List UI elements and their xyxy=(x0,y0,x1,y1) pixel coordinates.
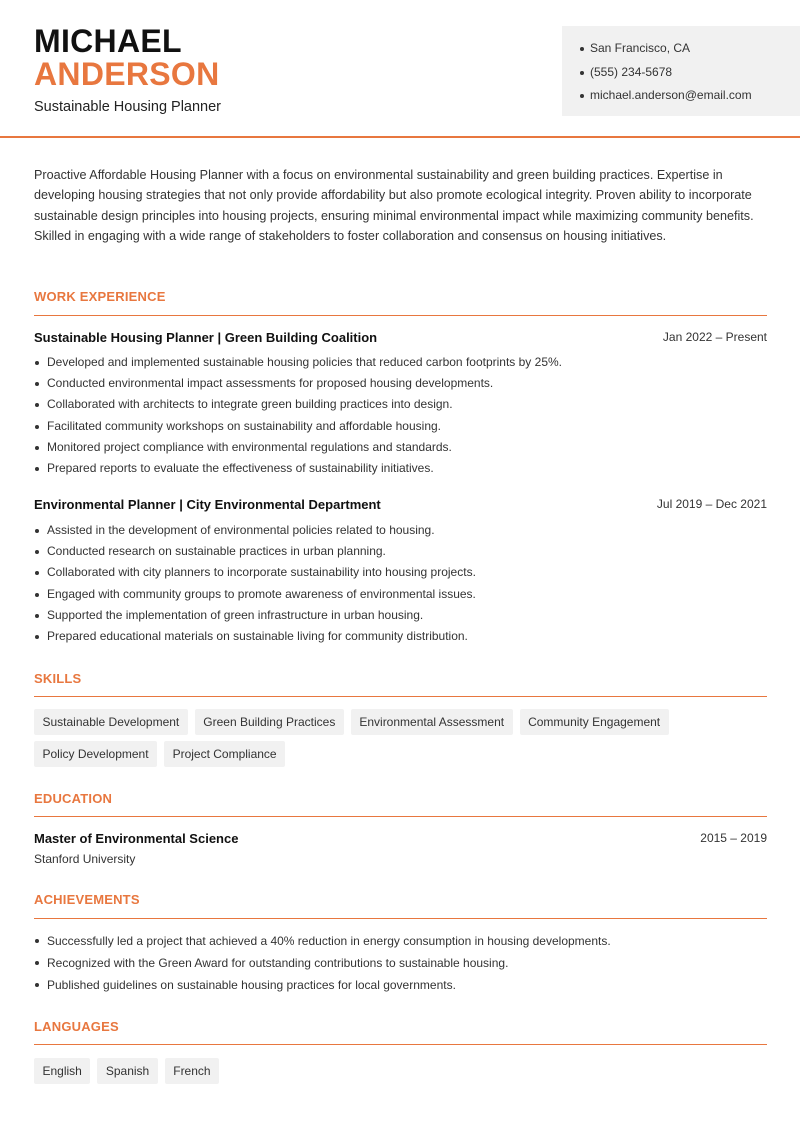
contact-email: michael.anderson@email.com xyxy=(580,84,800,108)
list-item: Published guidelines on sustainable housing practices for local governments. xyxy=(34,974,767,996)
list-item: Conducted environmental impact assessments for proposed housing developments. xyxy=(34,373,767,394)
skill-chip: Green Building Practices xyxy=(195,709,344,735)
list-item: Conducted research on sustainable practices in urban planning. xyxy=(34,541,767,562)
list-item: Prepared educational materials on sustainable living for community distribution. xyxy=(34,626,767,647)
section-divider xyxy=(34,315,767,316)
job-1-bullet-list xyxy=(34,352,767,479)
list-item: Collaborated with city planners to incorporate sustainability into housing projects. xyxy=(34,562,767,583)
job-title-headline: Sustainable Housing Planner xyxy=(34,99,222,115)
education-date: 2015 – 2019 xyxy=(700,831,767,845)
skill-chip: Community Engagement xyxy=(520,709,669,735)
section-title-achievements: ACHIEVEMENTS xyxy=(34,892,140,907)
contact-box xyxy=(562,26,800,116)
list-item: Supported the implementation of green infrastructure in urban housing. xyxy=(34,605,767,626)
language-chip: Spanish xyxy=(97,1058,157,1084)
list-item: Recognized with the Green Award for outstanding contributions to sustainable housing. xyxy=(34,952,767,974)
last-name: ANDERSON xyxy=(34,56,220,92)
job-1-title: Sustainable Housing Planner | Green Building Coalition xyxy=(34,330,378,345)
language-chip: French xyxy=(165,1058,219,1084)
list-item: Collaborated with architects to integrate green building practices into design. xyxy=(34,394,767,415)
professional-summary: Proactive Affordable Housing Planner with a focus on environmental sustainability and green building practices. Expertise in developing housing strategies that not only provide affordability but also promote ecological integrity. Proven ability to incorporate sustainable design principles into housing projects, ensuring minimal environmental impact while maximizing community benefits. Skilled in engaging with a wide range of stakeholders to foster collaboration and consensus on housing initiatives. xyxy=(34,168,754,244)
section-divider xyxy=(34,816,767,817)
contact-phone: (555) 234-5678 xyxy=(580,61,800,85)
section-divider xyxy=(34,696,767,697)
section-title-work-experience: WORK EXPERIENCE xyxy=(34,289,166,304)
job-1-date: Jan 2022 – Present xyxy=(662,330,767,344)
list-item: Monitored project compliance with environmental regulations and standards. xyxy=(34,437,767,458)
list-item: Successfully led a project that achieved a 40% reduction in energy consumption in housing developments. xyxy=(34,930,767,952)
section-divider xyxy=(34,918,767,919)
education-school: Stanford University xyxy=(34,852,136,866)
list-item: Prepared reports to evaluate the effectiveness of sustainability initiatives. xyxy=(34,458,767,479)
languages-chip-list xyxy=(34,1058,767,1084)
skill-chip: Sustainable Development xyxy=(34,709,188,735)
section-title-education: EDUCATION xyxy=(34,791,113,806)
achievements-list xyxy=(34,930,767,996)
job-2-bullet-list xyxy=(34,520,767,647)
list-item: Assisted in the development of environmental policies related to housing. xyxy=(34,520,767,541)
first-name: MICHAEL xyxy=(34,23,182,59)
list-item: Facilitated community workshops on sustainability and affordable housing. xyxy=(34,416,767,437)
list-item: Developed and implemented sustainable housing policies that reduced carbon footprints by 25%. xyxy=(34,352,767,373)
resume-header xyxy=(0,0,800,138)
skill-chip: Policy Development xyxy=(34,741,157,767)
skill-chip: Environmental Assessment xyxy=(351,709,513,735)
section-title-skills: SKILLS xyxy=(34,671,82,686)
skill-chip: Project Compliance xyxy=(164,741,285,767)
language-chip: English xyxy=(34,1058,90,1084)
list-item: Engaged with community groups to promote awareness of environmental issues. xyxy=(34,584,767,605)
job-2-date: Jul 2019 – Dec 2021 xyxy=(656,497,767,511)
contact-location: San Francisco, CA xyxy=(580,37,800,61)
education-degree: Master of Environmental Science xyxy=(34,831,239,846)
section-divider xyxy=(34,1044,767,1045)
skills-chip-list xyxy=(34,709,767,767)
job-2-title: Environmental Planner | City Environmental Department xyxy=(34,497,381,512)
section-title-languages: LANGUAGES xyxy=(34,1019,119,1034)
